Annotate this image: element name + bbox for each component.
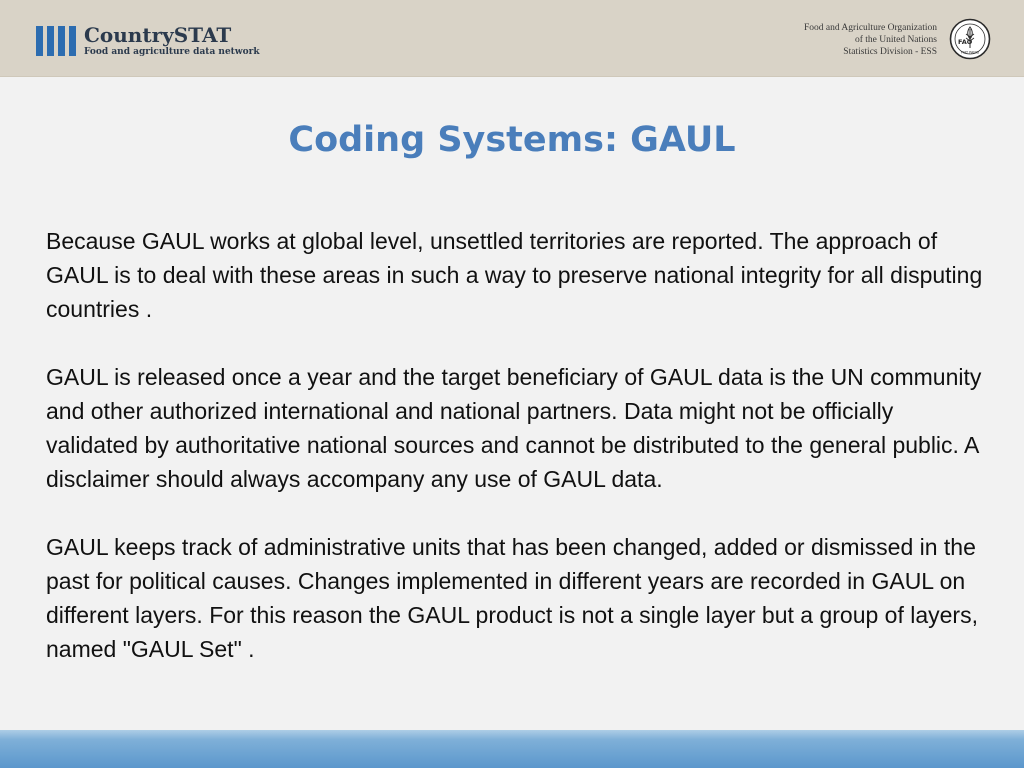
fao-seal-icon (949, 18, 991, 60)
slide-body (46, 224, 986, 700)
countrystat-bars-icon (36, 26, 76, 56)
org-line-1: Food and Agriculture Organization (803, 23, 937, 33)
slide-title: Coding Systems: GAUL (288, 120, 736, 160)
seal-letters: FAO (958, 38, 973, 46)
countrystat-logo (36, 25, 260, 57)
header-banner (0, 0, 1024, 77)
paragraph-gaul-set: GAUL keeps track of administrative units that has been changed, added or dismissed in the past for political causes. Changes implemented in different years are recorded in GAUL on different layers. For this reason the GAUL product is not a single layer but a group of layers, named "GAUL Set" . (46, 534, 978, 662)
paragraph-unsettled-territories: Because GAUL works at global level, unsettled territories are reported. The approach of GAUL is to deal with these areas in such a way to preserve national integrity for all disputing countries . (46, 228, 983, 322)
footer-bar (0, 730, 1024, 768)
organization-name (804, 22, 937, 58)
org-line-3: Statistics Division - ESS (843, 47, 937, 57)
logo-title: CountrySTAT (84, 23, 232, 47)
paragraph-release-beneficiary: GAUL is released once a year and the target beneficiary of GAUL data is the UN community and other authorized international and national partners. Data might not be officially validated by authoritative national sources and cannot be distributed to the general public. A disclaimer should always accompany any use of GAUL data. (46, 364, 982, 492)
seal-motto: FIAT PANIS (961, 50, 979, 55)
org-line-2: of the United Nations (854, 35, 937, 45)
logo-text (84, 25, 260, 57)
logo-subtitle: Food and agriculture data network (84, 47, 260, 57)
